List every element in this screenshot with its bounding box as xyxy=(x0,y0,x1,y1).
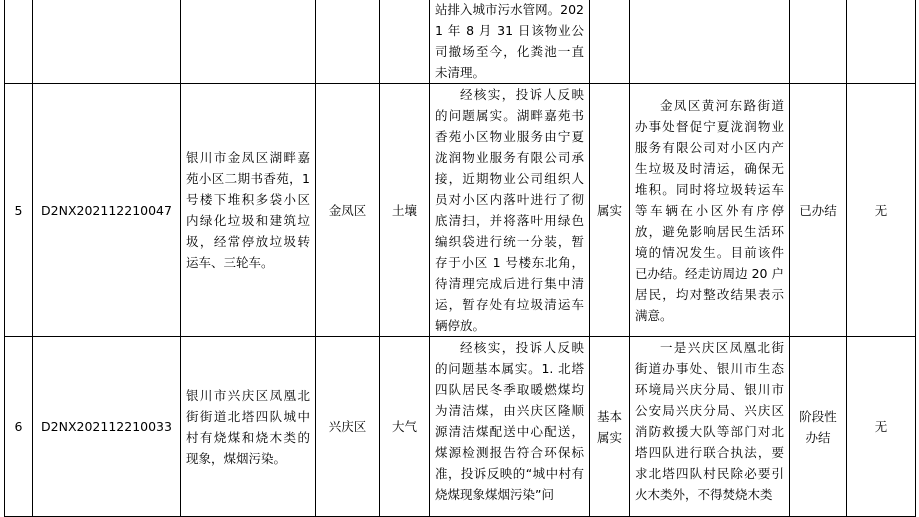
complaint-cell: 银川市兴庆区凤凰北街街道北塔四队城中村有烧煤和烧木类的现象，煤烟污染。 xyxy=(181,337,316,517)
complaint-cell xyxy=(181,0,316,84)
case-id-cell: D2NX202112210033 xyxy=(33,337,181,517)
category-cell: 土壤 xyxy=(380,84,430,337)
accountability-cell: 无 xyxy=(847,337,916,517)
verdict-cell: 基本属实 xyxy=(590,337,630,517)
row-number-cell: 5 xyxy=(5,84,33,337)
district-cell: 兴庆区 xyxy=(316,337,380,517)
handling-cell: 一是兴庆区凤凰北街街道办事处、银川市生态环境局兴庆分局、银川市公安局兴庆分局、兴庆区消防救援大队等部门对北塔四队进行联合执法，要求北塔四队村民除必要引火木类外，不得焚烧木类 xyxy=(630,337,790,517)
table-row xyxy=(5,84,916,337)
district-cell: 金凤区 xyxy=(316,84,380,337)
district-cell xyxy=(316,0,380,84)
row-number-cell xyxy=(5,0,33,84)
handling-cell xyxy=(630,0,790,84)
verdict-cell: 属实 xyxy=(590,84,630,337)
case-id-cell: D2NX202112210047 xyxy=(33,84,181,337)
category-cell: 大气 xyxy=(380,337,430,517)
complaint-cell: 银川市金凤区湖畔嘉苑小区二期书香苑，1 号楼下堆积多袋小区内绿化垃圾和建筑垃圾，经常停放垃圾转运车、三轮车。 xyxy=(181,84,316,337)
category-cell xyxy=(380,0,430,84)
row-number-cell: 6 xyxy=(5,337,33,517)
accountability-cell: 无 xyxy=(847,84,916,337)
case-id-cell xyxy=(33,0,181,84)
table-row xyxy=(5,0,916,84)
check-result-cell: 经核实，投诉人反映的问题属实。湖畔嘉苑书香苑小区物业服务由宁夏泷润物业服务有限公司承接，近期物业公司组织人员对小区内落叶进行了彻底清扫，并将落叶用绿色编织袋进行统一分装，暂存于小区 1 号楼东北角，待清理完成后进行集中清运，暂存处有垃圾清运车辆停放。 xyxy=(430,84,590,337)
check-result-cell: 站排入城市污水管网。2021 年 8 月 31 日该物业公司撤场至今，化粪池一直未清理。 xyxy=(430,0,590,84)
handling-cell: 金凤区黄河东路街道办事处督促宁夏泷润物业服务有限公司对小区内产生垃圾及时清运，确保无堆积。同时将垃圾转运车等车辆在小区外有序停放，避免影响居民生活环境的情况发生。目前该件已办结。经走访周边 20 户居民，均对整改结果表示满意。 xyxy=(630,84,790,337)
verdict-cell xyxy=(590,0,630,84)
status-cell xyxy=(790,0,847,84)
check-result-cell: 经核实，投诉人反映的问题基本属实。1. 北塔四队居民冬季取暖燃煤均为清洁煤，由兴庆区隆顺源清洁煤配送中心配送，煤源检测报告符合环保标准，投诉反映的“城中村有烧煤现象煤烟污染”问 xyxy=(430,337,590,517)
status-cell: 已办结 xyxy=(790,84,847,337)
table-row xyxy=(5,337,916,517)
status-cell: 阶段性办结 xyxy=(790,337,847,517)
accountability-cell xyxy=(847,0,916,84)
complaint-table xyxy=(4,0,916,517)
